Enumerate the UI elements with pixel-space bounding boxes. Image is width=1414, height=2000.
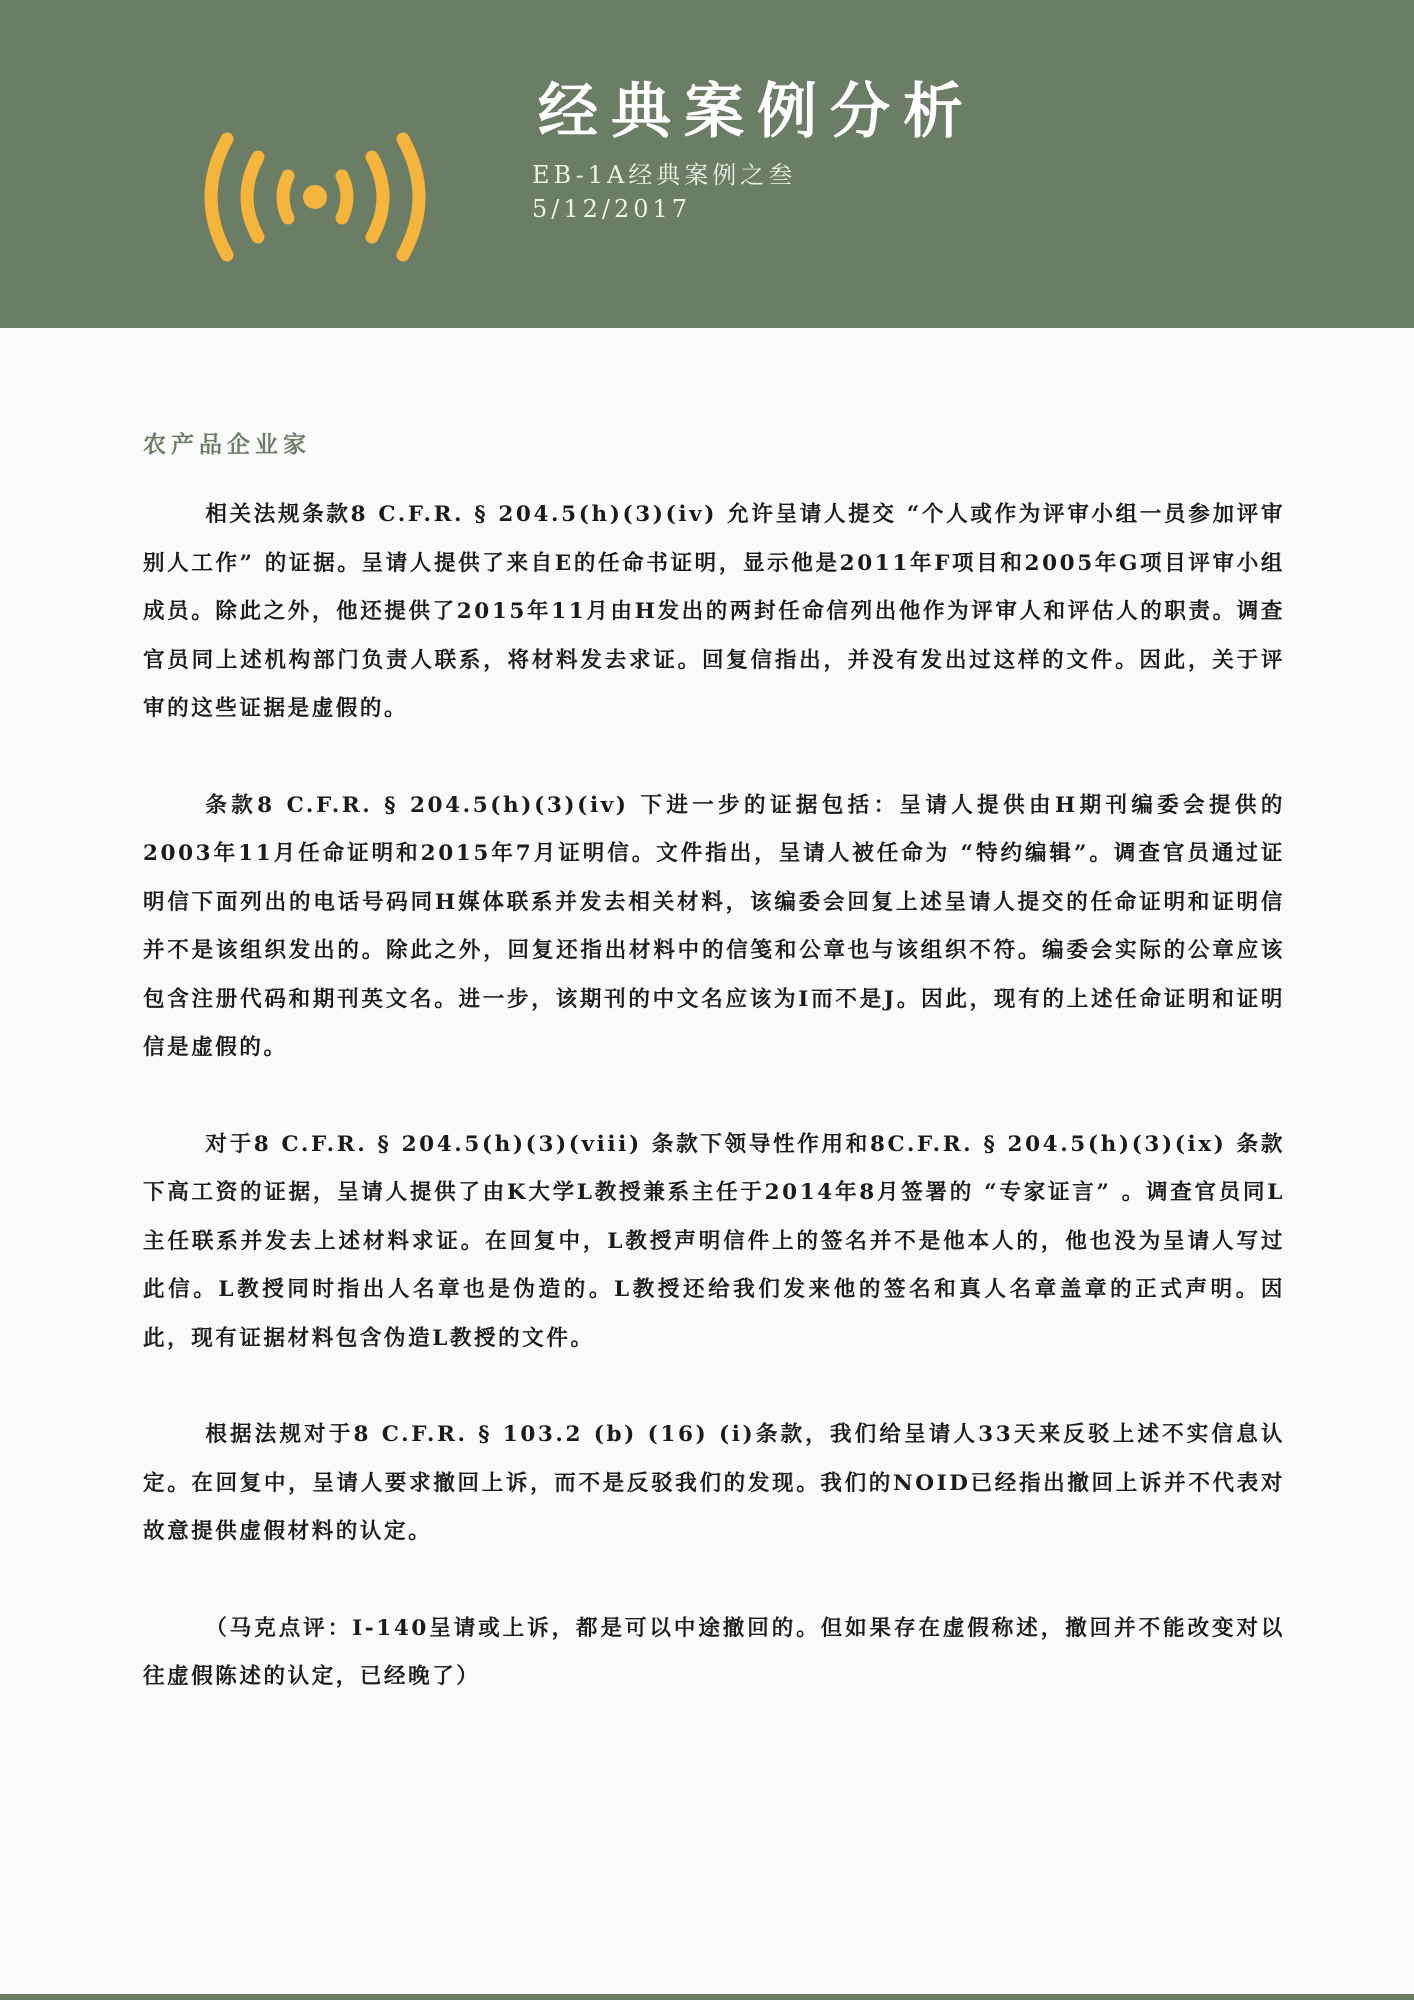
article-body: [143, 425, 1285, 1750]
commentary-note: （马克点评：I-140呈请或上诉，都是可以中途撤回的。但如果存在虚假称述，撤回并不能改变对以往虚假陈述的认定，已经晚了）: [143, 1615, 1285, 1689]
footer-bar: [0, 1994, 1414, 2000]
broadcast-signal-icon: [200, 132, 430, 262]
header-banner: [0, 0, 1414, 328]
series-subtitle: EB-1A经典案例之叁: [532, 161, 797, 189]
page-title: 经典案例分析: [538, 77, 976, 147]
paragraph-editor-evidence: 条款8 C.F.R. § 204.5(h)(3)(iv) 下进一步的证据包括：呈请人提供由H期刊编委会提供的2003年11月任命证明和2015年7月证明信。文件指出，呈请人被任命为 “特约编辑”。调查官员通过证明信下面列出的电话号码同H媒体联系并发去相关材料，该编委会回复上述呈请人提交的任命证明和证明信并不是该组织发出的。除此之外，回复还指出材料中的信笺和公章也与该组织不符。编委会实际的公章应该包含注册代码和期刊英文名。进一步，该期刊的中文名应该为I而不是J。因此，现有的上述任命证明和证明信是虚假的。: [143, 792, 1285, 1060]
publish-date: 5/12/2017: [532, 195, 692, 223]
paragraph-expert-letter-evidence: 对于8 C.F.R. § 204.5(h)(3)(viii) 条款下领导性作用和8C.F.R. § 204.5(h)(3)(ix) 条款下高工资的证据，呈请人提供了由K大学L教授兼系主任于2014年8月签署的 “专家证言” 。调查官员同L主任联系并发去上述材料求证。在回复中，L教授声明信件上的签名并不是他本人的，他也没为呈请人写过此信。L教授同时指出人名章也是伪造的。L教授还给我们发来他的签名和真人名章盖章的正式声明。因此，现有证据材料包含伪造L教授的文件。: [143, 1131, 1285, 1351]
paragraph-judging-evidence: 相关法规条款8 C.F.R. § 204.5(h)(3)(iv) 允许呈请人提交 “个人或作为评审小组一员参加评审别人工作” 的证据。呈请人提供了来自E的任命书证明，显示他是2011年F项目和2005年G项目评审小组成员。除此之外，他还提供了2015年11月由H发出的两封任命信列出他作为评审人和评估人的职责。调查官员同上述机构部门负责人联系，将材料发去求证。回复信指出，并没有发出过这样的文件。因此，关于评审的这些证据是虚假的。: [143, 502, 1285, 721]
section-heading: 农产品企业家: [143, 431, 311, 458]
subtitle-block: [532, 158, 796, 226]
paragraph-noid-response: 根据法规对于8 C.F.R. § 103.2 (b) (16) (i)条款，我们给呈请人33天来反驳上述不实信息认定。在回复中，呈请人要求撤回上诉，而不是反驳我们的发现。我们的NOID已经指出撤回上诉并不代表对故意提供虚假材料的认定。: [143, 1422, 1285, 1544]
